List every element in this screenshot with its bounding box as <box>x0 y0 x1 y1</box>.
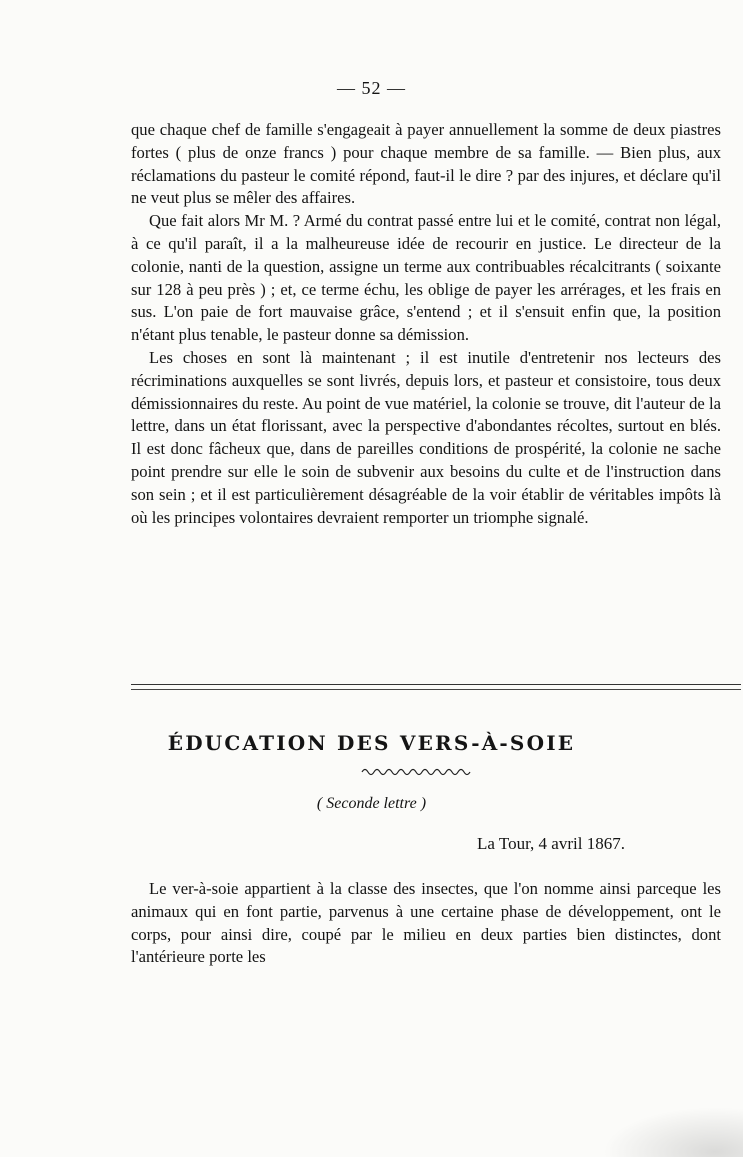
section-title: ÉDUCATION DES VERS-À-SOIE <box>167 731 576 755</box>
page-number: — 52 — <box>337 78 406 98</box>
section-divider <box>131 689 741 690</box>
paragraph: Les choses en sont là maintenant ; il est inutile d'entretenir nos lecteurs des récriminations auxquelles se sont livrés, depuis lors, et pasteur et consistoire, tous deux démissionnaires du reste. Au point de vue matériel, la colonie se trouve, dit l'auteur de la lettre, dans un état florissant, avec la perspective d'abondantes récoltes, surtout en blés. Il est donc fâcheux que, dans de pareilles conditions de prospérité, la colonie ne sache point prendre sur elle le soin de subvenir aux besoins du culte et de l'instruction dans son sein ; et il est particulièrement désagréable de la voir établir de véritables impôts là où les principes volontaires devraient remporter un triomphe signalé. <box>131 347 721 527</box>
article-body <box>131 878 721 969</box>
section-divider <box>131 684 741 685</box>
paragraph: Le ver-à-soie appartient à la classe des insectes, que l'on nomme ainsi parceque les animaux qui en font partie, parvenus à une certaine phase de développement, ont le corps, pour ainsi dire, coupé par le milieu en deux parties bien distinctes, dont l'antérieure porte les <box>131 879 721 967</box>
subtitle: ( Seconde lettre ) <box>316 795 427 812</box>
dateline: La Tour, 4 avril 1867. <box>477 834 625 853</box>
paragraph: Que fait alors Mr M. ? Armé du contrat passé entre lui et le comité, contrat non légal, à ce qu'il paraît, il a la malheureuse idée de recourir en justice. Le directeur de la colonie, nanti de la question, assigne un terme aux contribuables récalcitrants ( soixante sur 128 à peu près ) ; et, ce terme échu, les oblige de payer les arrérages, et les frais en sus. L'on paie de fort mauvaise grâce, s'entend ; et il s'ensuit enfin que, la position n'étant plus tenable, le pasteur donne sa démission. <box>131 211 721 345</box>
wavy-ornament <box>360 764 472 778</box>
scan-smudge <box>603 1107 743 1157</box>
paragraph: que chaque chef de famille s'engageait à payer annuellement la somme de deux piastres fortes ( plus de onze francs ) pour chaque membre de sa famille. — Bien plus, aux réclamations du pasteur le comité répond, faut-il le dire ? par des injures, et déclare qu'il ne veut plus se mêler des affaires. <box>131 120 721 208</box>
article-continuation <box>131 119 721 529</box>
